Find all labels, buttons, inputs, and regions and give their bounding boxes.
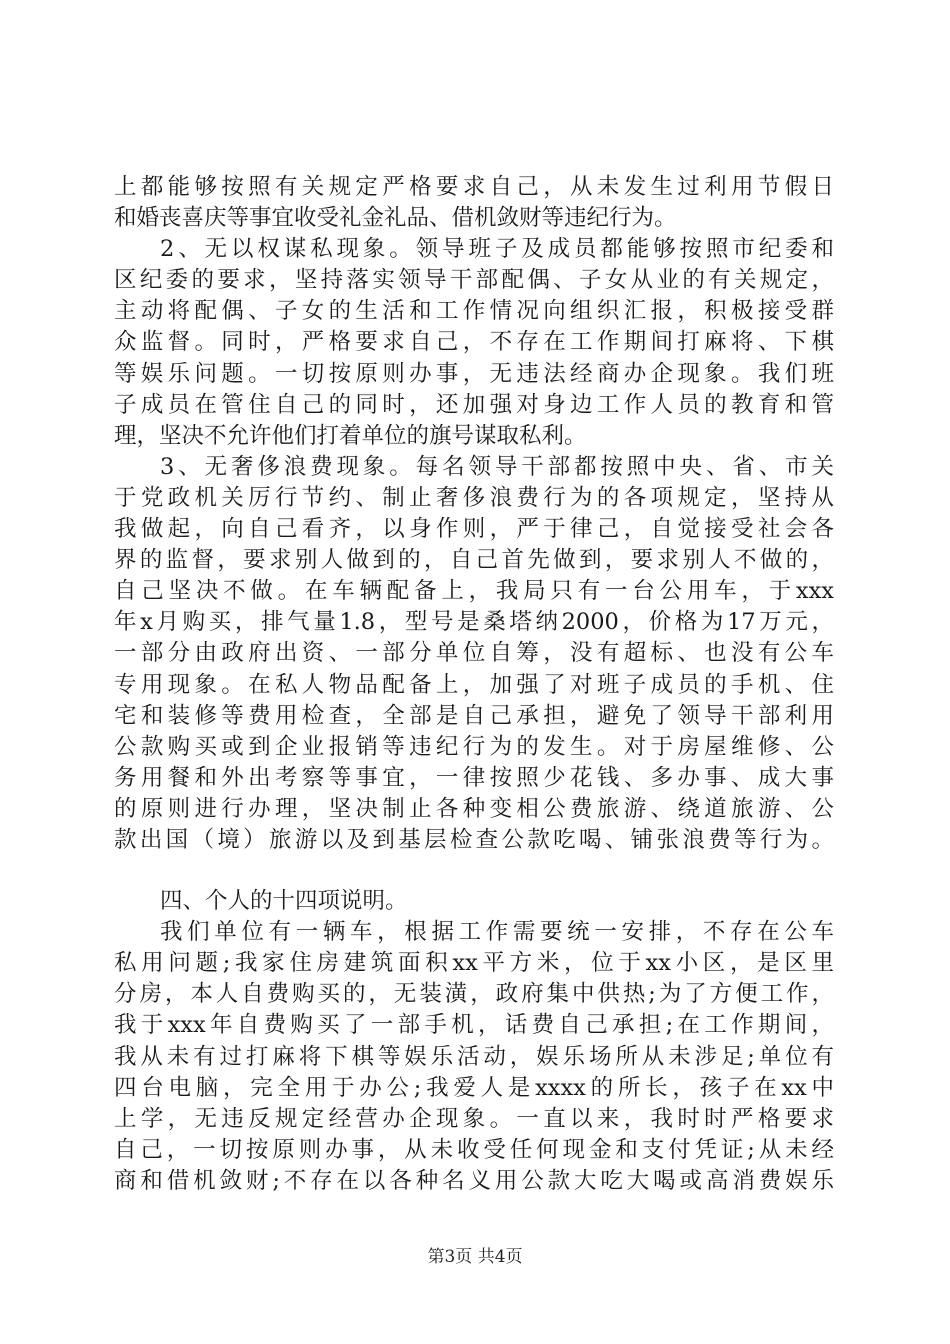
text-line: 上都能够按照有关规定严格要求自己，从未发生过利用节假日 xyxy=(114,174,834,200)
text-line: 我于xxx年自费购买了一部手机，话费自己承担;在工作期间， xyxy=(114,1012,834,1039)
section-heading: 四、个人的十四项说明。 xyxy=(160,888,408,915)
text-line: 四台电脑，完全用于办公;我爱人是xxxx的所长，孩子在xx中 xyxy=(114,1074,834,1101)
text-line: 上学，无违反规定经营办企现象。一直以来，我时时严格要求 xyxy=(114,1105,834,1132)
text-line: 我做起，向自己看齐，以身作则，严于律己，自觉接受社会各 xyxy=(114,516,834,543)
text-line: 于党政机关厉行节约、制止奢侈浪费行为的各项规定，坚持从 xyxy=(114,484,834,511)
text-line: 区纪委的要求，坚持落实领导干部配偶、子女从业的有关规定， xyxy=(114,267,834,294)
text-line: 的原则进行办理，坚决制止各种变相公费旅游、绕道旅游、公 xyxy=(114,795,834,822)
text-line: 3、无奢侈浪费现象。每名领导干部都按照中央、省、市关 xyxy=(160,453,834,480)
text-line: 和婚丧喜庆等事宜收受礼金礼品、借机敛财等违纪行为。 xyxy=(114,205,677,232)
text-line: 私用问题;我家住房建筑面积xx平方米，位于xx小区，是区里 xyxy=(114,950,834,977)
text-line: 专用现象。在私人物品配备上，加强了对班子成员的手机、住 xyxy=(114,671,834,698)
text-line: 子成员在管住自己的同时，还加强对身边工作人员的教育和管 xyxy=(114,391,834,418)
page-number-footer: 第3页 共4页 xyxy=(427,1247,523,1267)
text-line: 年x月购买，排气量1.8，型号是桑塔纳2000，价格为17万元， xyxy=(114,609,834,636)
text-line: 自己坚决不做。在车辆配备上，我局只有一台公用车，于xxx xyxy=(114,578,834,605)
text-line: 款出国（境）旅游以及到基层检查公款吃喝、铺张浪费等行为。 xyxy=(114,826,834,853)
text-line: 理，坚决不允许他们打着单位的旗号谋取私利。 xyxy=(114,422,587,449)
text-line: 分房，本人自费购买的，无装潢，政府集中供热;为了方便工作， xyxy=(114,981,834,1008)
text-line: 众监督。同时，严格要求自己，不存在工作期间打麻将、下棋 xyxy=(114,329,834,356)
text-line: 界的监督，要求别人做到的，自己首先做到，要求别人不做的， xyxy=(114,547,834,574)
text-line: 一部分由政府出资、一部分单位自筹，没有超标、也没有公车 xyxy=(114,640,834,667)
text-line: 2、无以权谋私现象。领导班子及成员都能够按照市纪委和 xyxy=(160,236,834,263)
text-line: 等娱乐问题。一切按原则办事，无违法经商办企现象。我们班 xyxy=(114,360,834,387)
text-line: 公款购买或到企业报销等违纪行为的发生。对于房屋维修、公 xyxy=(114,733,834,760)
document-body xyxy=(114,172,834,1197)
text-line: 务用餐和外出考察等事宜，一律按照少花钱、多办事、成大事 xyxy=(114,764,834,791)
paragraph-gap xyxy=(114,856,834,886)
text-line: 主动将配偶、子女的生活和工作情况向组织汇报，积极接受群 xyxy=(114,298,834,325)
text-line: 商和借机敛财;不存在以各种名义用公款大吃大喝或高消费娱乐 xyxy=(114,1167,834,1194)
text-line: 我们单位有一辆车，根据工作需要统一安排，不存在公车 xyxy=(160,919,834,946)
text-line: 自己，一切按原则办事，从未收受任何现金和支付凭证;从未经 xyxy=(114,1136,834,1163)
text-line: 宅和装修等费用检查，全部是自己承担，避免了领导干部利用 xyxy=(114,702,834,729)
text-line: 我从未有过打麻将下棋等娱乐活动，娱乐场所从未涉足;单位有 xyxy=(114,1043,834,1070)
